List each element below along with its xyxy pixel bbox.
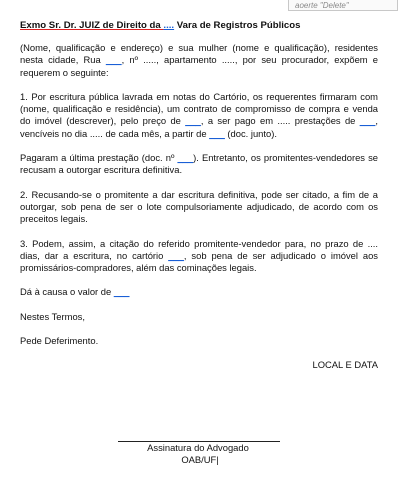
p1-blank-installment[interactable]: ___ <box>359 115 376 127</box>
p1-text-4: (doc. junto). <box>224 127 277 139</box>
delete-hint-tab: aoerte "Delete" <box>288 0 398 11</box>
signature-block <box>0 441 400 466</box>
petition-heading <box>20 20 378 32</box>
p2-text-2: ). Entretanto, os promitentes-vendedores se recusam a outorgar escritura definitiva. <box>20 152 378 176</box>
paragraph-3: 2. Recusando-se o promitente a dar escritura definitiva, pode ser citado, a fim de a outorgar, sob pena de ser o lote compulsoriamente adjudicado, de acordo com os preceitos legais. <box>20 188 378 225</box>
p2-text-1: Pagaram a última prestação (doc. nº <box>20 152 178 164</box>
p4-text-1: 3. Podem, assim, a citação do referido promitente-vendedor para, no prazo de .... dias, dar a escritura, no cartório <box>20 237 378 261</box>
p1-text-2: , a ser pago em ..... prestações de <box>200 115 360 127</box>
place-date: LOCAL E DATA <box>312 359 378 371</box>
paragraph-1 <box>20 91 378 140</box>
value-blank[interactable]: ___ <box>113 286 130 298</box>
intro-paragraph <box>20 42 378 79</box>
p1-blank-start[interactable]: ___ <box>209 127 225 139</box>
intro-text-2: , nº ....., apartamento ....., por seu procurador, expõem e requerem o seguinte: <box>20 54 379 78</box>
paragraph-2 <box>20 152 378 177</box>
p1-text-1: 1. Por escritura pública lavrada em notas do Cartório, os requerentes firmaram com (nome, qualificação e residência), um contrato de compromisso de compra e venda do imóvel (descrever), pelo preço de <box>20 90 378 127</box>
p4-text-2: , sob pena de ser adjudicado o imóvel aos promissários-compradores, além das cominações legais. <box>20 249 378 274</box>
heading-text-1: Exmo Sr. Dr. JUIZ de Direito da <box>20 20 164 31</box>
paragraph-value <box>20 286 378 298</box>
petition-document <box>20 20 378 384</box>
value-text: Dá à causa o valor de <box>20 286 114 298</box>
p1-text-3: , vencíveis no dia ..... de cada mês, a partir de <box>20 115 378 139</box>
intro-text-1: (Nome, qualificação e endereço) e sua mulher (nome e qualificação), residentes nesta cidade, Rua <box>20 42 378 66</box>
p4-blank-registry[interactable]: ___ <box>168 249 184 261</box>
heading-blank[interactable]: .... <box>163 20 175 31</box>
intro-blank-street[interactable]: ___ <box>105 54 122 66</box>
heading-text-2: Vara de Registros Públicos <box>174 20 301 31</box>
signature-label: Assinatura do Advogado <box>147 442 249 453</box>
closing-terms: Nestes Termos, <box>20 310 85 322</box>
closing-request: Pede Deferimento. <box>20 335 99 347</box>
paragraph-4 <box>20 238 378 275</box>
p2-blank-doc[interactable]: ___ <box>177 152 194 164</box>
p1-blank-price[interactable]: ___ <box>185 115 201 127</box>
oab-label[interactable]: OAB/UF| <box>181 454 219 465</box>
